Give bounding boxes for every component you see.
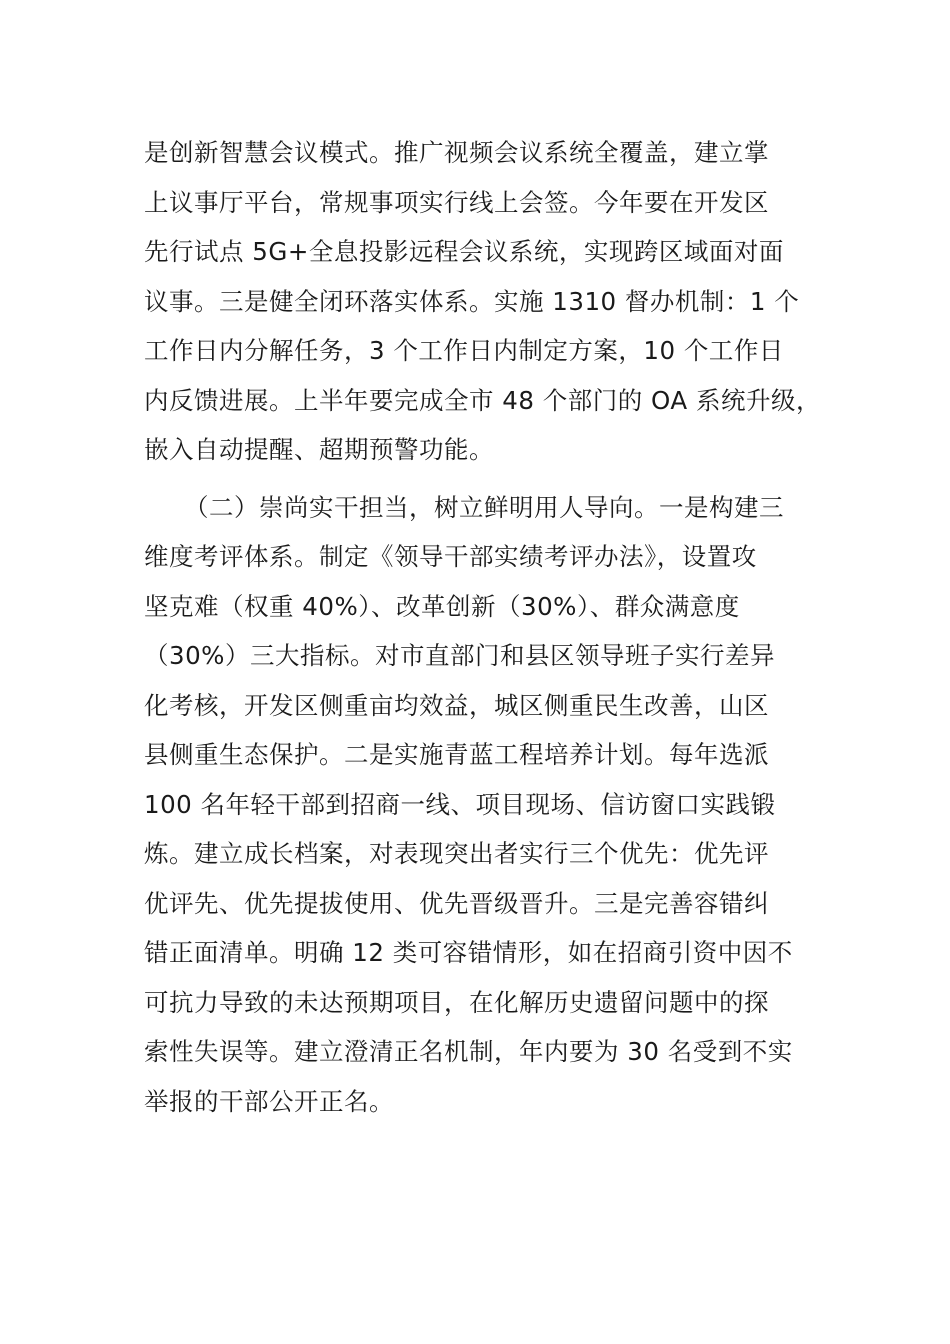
text-line: 错正面清单。明确 12 类可容错情形，如在招商引资中因不 xyxy=(144,938,793,967)
text-line: 100 名年轻干部到招商一线、项目现场、信访窗口实践锻 xyxy=(144,789,776,819)
text-line: 维度考评体系。制定《领导干部实绩考评办法》，设置攻 xyxy=(144,542,757,571)
text-line: （30%）三大指标。对市直部门和县区领导班子实行差异 xyxy=(144,641,775,670)
text-line: 工作日内分解任务，3 个工作日内制定方案，10 个工作日 xyxy=(144,336,784,365)
text-line: 化考核，开发区侧重亩均效益，城区侧重民生改善，山区 xyxy=(144,690,769,720)
text-line: 举报的干部公开正名。 xyxy=(144,1086,394,1116)
text-line: 议事。三是健全闭环落实体系。实施 1310 督办机制：1 个 xyxy=(144,286,800,316)
document-body xyxy=(144,128,844,1126)
text-line: 炼。建立成长档案，对表现突出者实行三个优先：优先评 xyxy=(144,839,769,868)
text-line: 内反馈进展。上半年要完成全市 48 个部门的 OA 系统升级， xyxy=(144,385,821,415)
text-line: 坚克难（权重 40%）、改革创新（30%）、群众满意度 xyxy=(144,591,740,621)
text-line: 可抗力导致的未达预期项目，在化解历史遗留问题中的探 xyxy=(144,987,769,1017)
text-line: 上议事厅平台，常规事项实行线上会签。今年要在开发区 xyxy=(144,187,769,217)
text-line: 索性失误等。建立澄清正名机制，年内要为 30 名受到不实 xyxy=(144,1037,793,1066)
text-line: 县侧重生态保护。二是实施青蓝工程培养计划。每年选派 xyxy=(144,740,769,769)
text-line: 嵌入自动提醒、超期预警功能。 xyxy=(144,435,494,464)
text-line: 是创新智慧会议模式。推广视频会议系统全覆盖，建立掌 xyxy=(144,138,769,167)
text-line: 优评先、优先提拔使用、优先晋级晋升。三是完善容错纠 xyxy=(144,888,769,918)
text-line: （二）崇尚实干担当，树立鲜明用人导向。一是构建三 xyxy=(184,492,784,522)
paragraph-2 xyxy=(144,483,844,1127)
paragraph-1 xyxy=(144,128,844,475)
paragraph-spacer xyxy=(144,475,844,483)
text-line: 先行试点 5G+全息投影远程会议系统，实现跨区域面对面 xyxy=(144,237,784,266)
